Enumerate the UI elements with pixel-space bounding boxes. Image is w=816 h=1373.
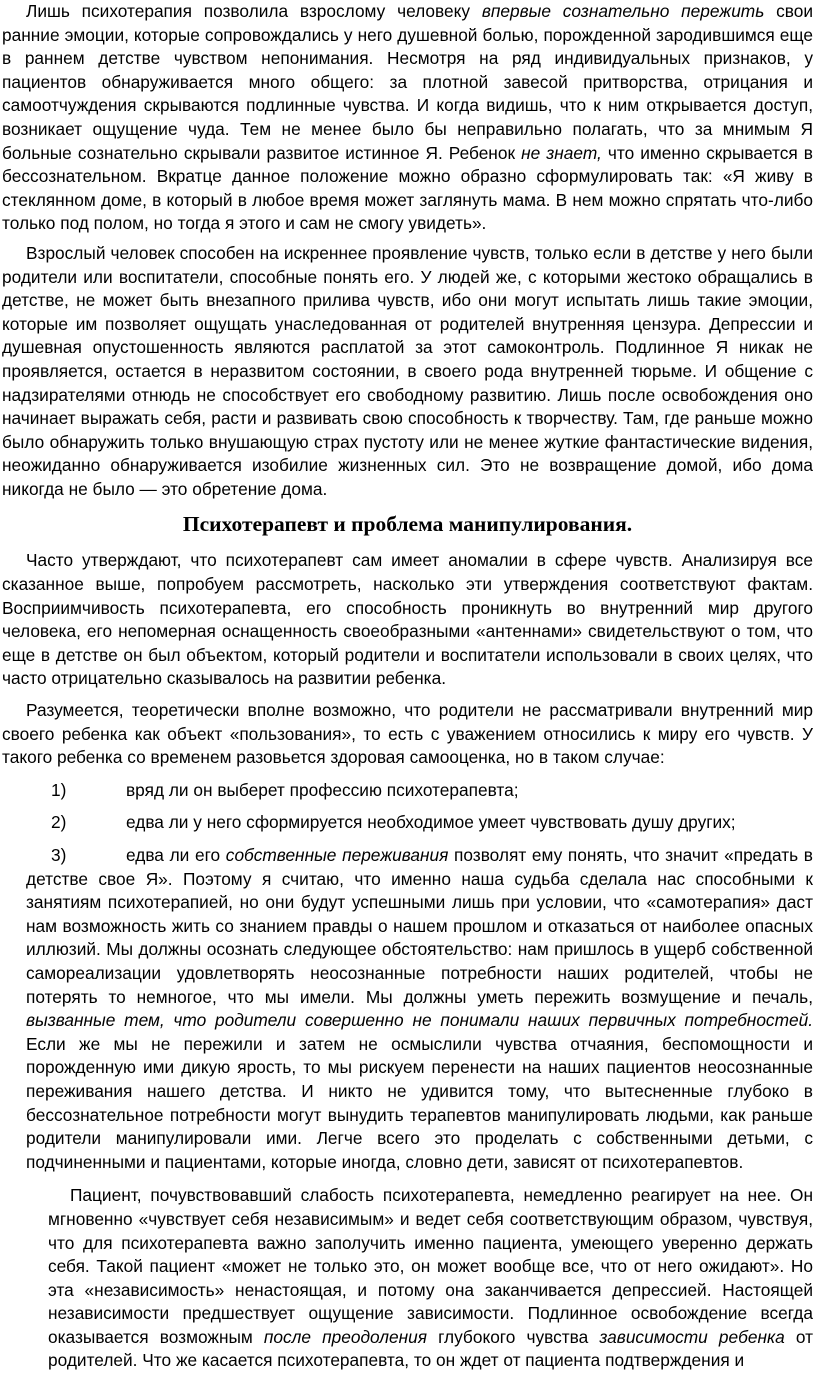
paragraph-4: Разумеется, теоретически вполне возможно, что родители не рассматривали внутренний мир своего ребенка как объект «пользования», то есть с уважением относились к миру его чувств. У такого ребенка со временем разовьется здоровая самооценка, но в таком случае:	[2, 700, 813, 768]
list-item-3-number: 3)	[51, 845, 67, 865]
numbered-list	[26, 779, 813, 1175]
paragraph-5	[48, 1184, 813, 1373]
list-item-3-text-b: позволят ему понять, что значит «предать в детстве свое Я». Поэтому я считаю, что именно наша судьба сделала нас способными к занятиям психотерапией, но они будут успешными лишь при условии, что «самотерапия» даст нам возможность жить со знанием правды о нашем прошлом и отказаться от наиболее опасных иллюзий. Мы должны осознать следующее обстоятельство: нам пришлось в ущерб собственной самореализации удовлетворять неосознанные потребности наших родителей, чтобы не потерять то немногое, что мы имели. Мы должны уметь пережить возмущение и печаль,	[26, 845, 813, 1007]
paragraph-1-italic-a: впервые сознательно пережить	[481, 1, 765, 21]
list-item-2-text: едва ли у него сформируется необходимое умеет чувствовать душу других;	[126, 812, 736, 833]
paragraph-5-text-a: Пациент, почувствовавший слабость психотерапевта, немедленно реагирует на нее. Он мгновенно «чувствует себя независимым» и ведет себя соответствующим образом, чувствуя, что для психотерапевта важно заполучить именно пациента, умеющего уверенно держать себя. Такой пациент «может не только это, он может вообще все, что от него ожидают». Но эта «независимость» ненастоящая, и потому она заканчивается депрессией. Настоящей независимости предшествует ощущение зависимости. Подлинное освобождение всегда оказывается возможным	[48, 1185, 813, 1347]
list-item-3-text-c: Если же мы не пережили и затем не осмыслили чувства отчаяния, беспомощности и порожденную ими дикую ярость, то мы рискуем перенести на наших пациентов неосознанные переживания нашего детства. И никто не удивится тому, что вытесненные глубоко в бессознательное потребности могут вынудить терапевтов манипулировать людьми, как раньше родители манипулировали ими. Легче всего это проделать с собственными детьми, с подчиненными и пациентами, которые иногда, словно дети, зависят от психотерапевтов.	[26, 1033, 813, 1172]
paragraph-1-text-b: свои ранние эмоции, которые сопровождались у него душевной болью, порожденной зародившимся еще в раннем детстве чувством непонимания. Несмотря на ряд индивидуальных признаков, у пациентов обнаруживается много общего: за плотной завесой притворства, отрицания и самоотчуждения скрываются подлинные чувства. И когда видишь, что к ним открывается доступ, возникает ощущение чуда. Тем не менее было бы неправильно полагать, что за мнимым Я больные сознательно скрывали развитое истинное Я. Ребенок	[2, 1, 814, 163]
paragraph-1	[2, 0, 813, 236]
paragraph-5-italic-b: зависимости ребенка	[599, 1326, 785, 1347]
paragraph-1-text-a: Лишь психотерапия позволила взрослому человеку	[26, 1, 482, 21]
paragraph-2: Взрослый человек способен на искреннее проявление чувств, только если в детстве у него были родители или воспитатели, способные понять его. У людей же, с которыми жестоко обращались в детстве, не может быть внезапного прилива чувств, ибо они могут испытать лишь такие эмоции, которые им позволяет ощущать унаследованная от родителей внутренняя цензура. Депрессии и душевная опустошенность являются расплатой за этот самоконтроль. Подлинное Я никак не проявляется, остается в неразвитом состоянии, в своего рода внутренней тюрьме. И общение с надзирателями отнюдь не способствует его свободному развитию. Лишь после освобождения оно начинает выражать себя, расти и развивать свою способность к творчеству. Там, где раньше можно было обнаружить только внушающую страх пустоту или не менее жуткие фантастические видения, неожиданно обнаруживается изобилие жизненных сил. Это не возвращение домой, ибо дома никогда не было — это обретение дома.	[2, 242, 813, 499]
list-item-1-text: вряд ли он выберет профессию психотерапевта;	[126, 779, 519, 800]
paragraph-1-italic-b: не знает,	[521, 142, 602, 163]
list-item-3	[26, 844, 813, 1174]
list-item-1	[26, 779, 813, 803]
list-item-2-number: 2)	[51, 812, 67, 833]
paragraph-1-text-c: что именно скрывается в бессознательном. Вкратце данное положение можно образно сформулировать так: «Я живу в стеклянном доме, в который в любое время может заглянуть мама. В нем можно спрятать что-либо только под полом, но тогда я этого и сам не смогу увидеть».	[2, 142, 813, 234]
paragraph-5-italic-a: после преодоления	[263, 1326, 427, 1347]
list-item-3-italic-b: вызванные тем, что родители совершенно не понимали наших первичных потребностей.	[26, 1010, 813, 1031]
list-item-3-text-a: едва ли его	[126, 845, 226, 865]
document-page	[2, 0, 813, 1373]
paragraph-5-text-c: от родителей. Что же касается психотерапевта, то он ждет от пациента подтверждения и	[48, 1326, 813, 1371]
list-item-2	[26, 811, 813, 835]
section-heading: Психотерапевт и проблема манипулирования.	[182, 512, 633, 537]
paragraph-5-text-b: глубокого чувства	[426, 1326, 600, 1347]
paragraph-3: Часто утверждают, что психотерапевт сам имеет аномалии в сфере чувств. Анализируя все сказанное выше, попробуем рассмотреть, насколько эти утверждения соответствуют фактам. Восприимчивость психотерапевта, его способность проникнуть во внутренний мир другого человека, его непомерная оснащенность своеобразными «антеннами» свидетельствуют о том, что еще в детстве он был объектом, который родители и воспитатели использовали в своих целях, что часто отрицательно сказывалось на развитии ребенка.	[2, 550, 813, 689]
list-item-1-number: 1)	[51, 779, 67, 800]
list-item-3-italic-a: собственные переживания	[225, 845, 449, 865]
